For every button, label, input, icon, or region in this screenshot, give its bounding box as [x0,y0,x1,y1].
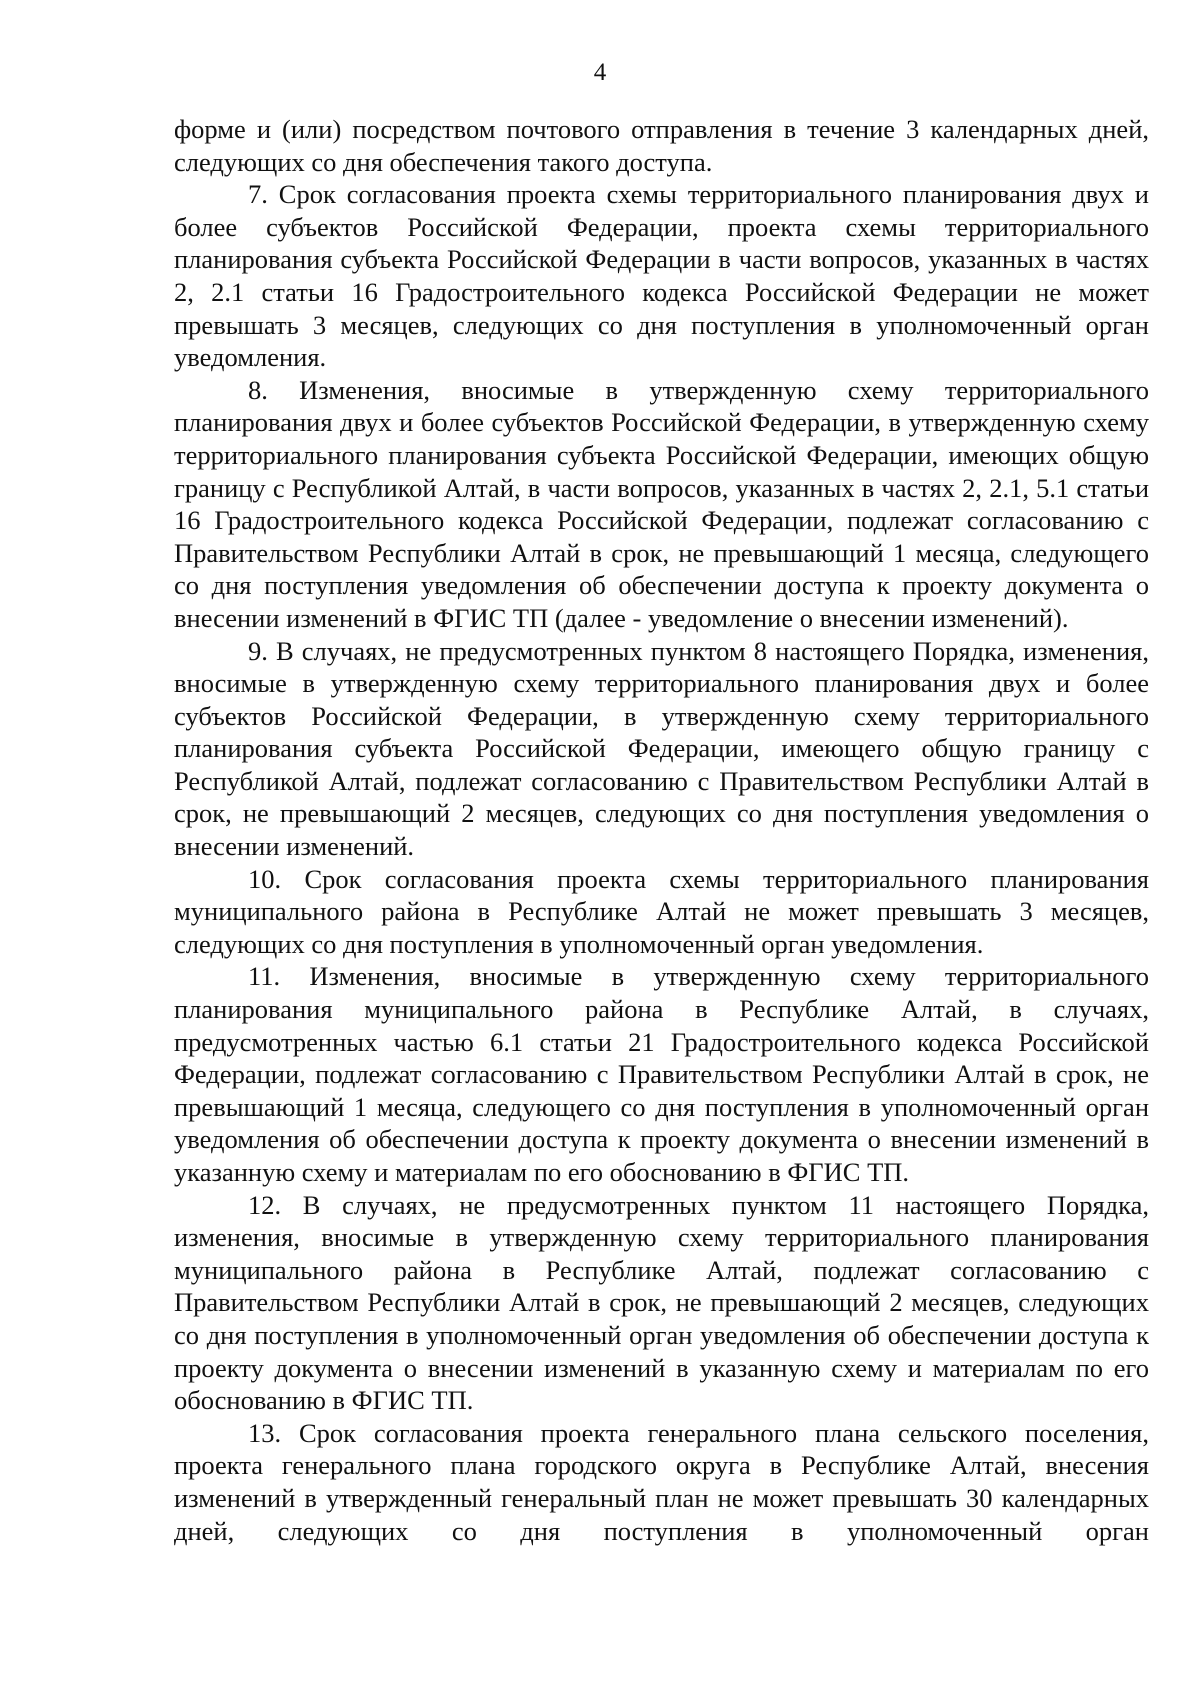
paragraph-8: 8. Изменения, вносимые в утвержденную схему территориального планирования двух и более субъектов Российской Федерации, в утвержденную схему территориального планирования субъекта Российской Федерации, имеющих общую границу с Республикой Алтай, в части вопросов, указанных в частях 2, 2.1, 5.1 статьи 16 Градостроительного кодекса Российской Федерации, подлежат согласованию с Правительством Республики Алтай в срок, не превышающий 1 месяца, следующего со дня поступления уведомления об обеспечении доступа к проекту документа о внесении изменений в ФГИС ТП (далее - уведомление о внесении изменений). [174,374,1149,633]
paragraph-11: 11. Изменения, вносимые в утвержденную схему территориального планирования муниципального района в Республике Алтай, в случаях, предусмотренных частью 6.1 статьи 21 Градостроительного кодекса Российской Федерации, подлежат согласованию с Правительством Республики Алтай в срок, не превышающий 1 месяца, следующего со дня поступления в уполномоченный орган уведомления об обеспечении доступа к проекту документа о внесении изменений в указанную схему и материалам по его обоснованию в ФГИС ТП. [174,961,1149,1187]
paragraph-7: 7. Срок согласования проекта схемы территориального планирования двух и более субъектов Российской Федерации, проекта схемы территориального планирования субъекта Российской Федерации в части вопросов, указанных в частях 2, 2.1 статьи 16 Градостроительного кодекса Российской Федерации не может превышать 3 месяцев, следующих со дня поступления в уполномоченный орган уведомления. [174,179,1149,373]
document-body [174,113,1149,1547]
paragraph-10: 10. Срок согласования проекта схемы территориального планирования муниципального района в Республике Алтай не может превышать 3 месяцев, следующих со дня поступления в уполномоченный орган уведомления. [174,863,1149,959]
paragraph-continuation: форме и (или) посредством почтового отправления в течение 3 календарных дней, следующих со дня обеспечения такого доступа. [174,114,1149,177]
page-number: 4 [593,59,607,86]
paragraph-9: 9. В случаях, не предусмотренных пунктом 8 настоящего Порядка, изменения, вносимые в утвержденную схему территориального планирования двух и более субъектов Российской Федерации, в утвержденную схему территориального планирования субъекта Российской Федерации, имеющего общую границу с Республикой Алтай, подлежат согласованию с Правительством Республики Алтай в срок, не превышающий 2 месяцев, следующих со дня поступления уведомления о внесении изменений. [174,635,1149,862]
paragraph-13: 13. Срок согласования проекта генерального плана сельского поселения, проекта генерального плана городского округа в Республике Алтай, внесения изменений в утвержденный генеральный план не может превышать 30 календарных дней, следующих со дня поступления в уполномоченный орган [174,1417,1149,1546]
paragraph-12: 12. В случаях, не предусмотренных пунктом 11 настоящего Порядка, изменения, вносимые в утвержденную схему территориального планирования муниципального района в Республике Алтай, подлежат согласованию с Правительством Республики Алтай в срок, не превышающий 2 месяцев, следующих со дня поступления в уполномоченный орган уведомления об обеспечении доступа к проекту документа о внесении изменений в указанную схему и материалам по его обоснованию в ФГИС ТП. [174,1189,1149,1416]
